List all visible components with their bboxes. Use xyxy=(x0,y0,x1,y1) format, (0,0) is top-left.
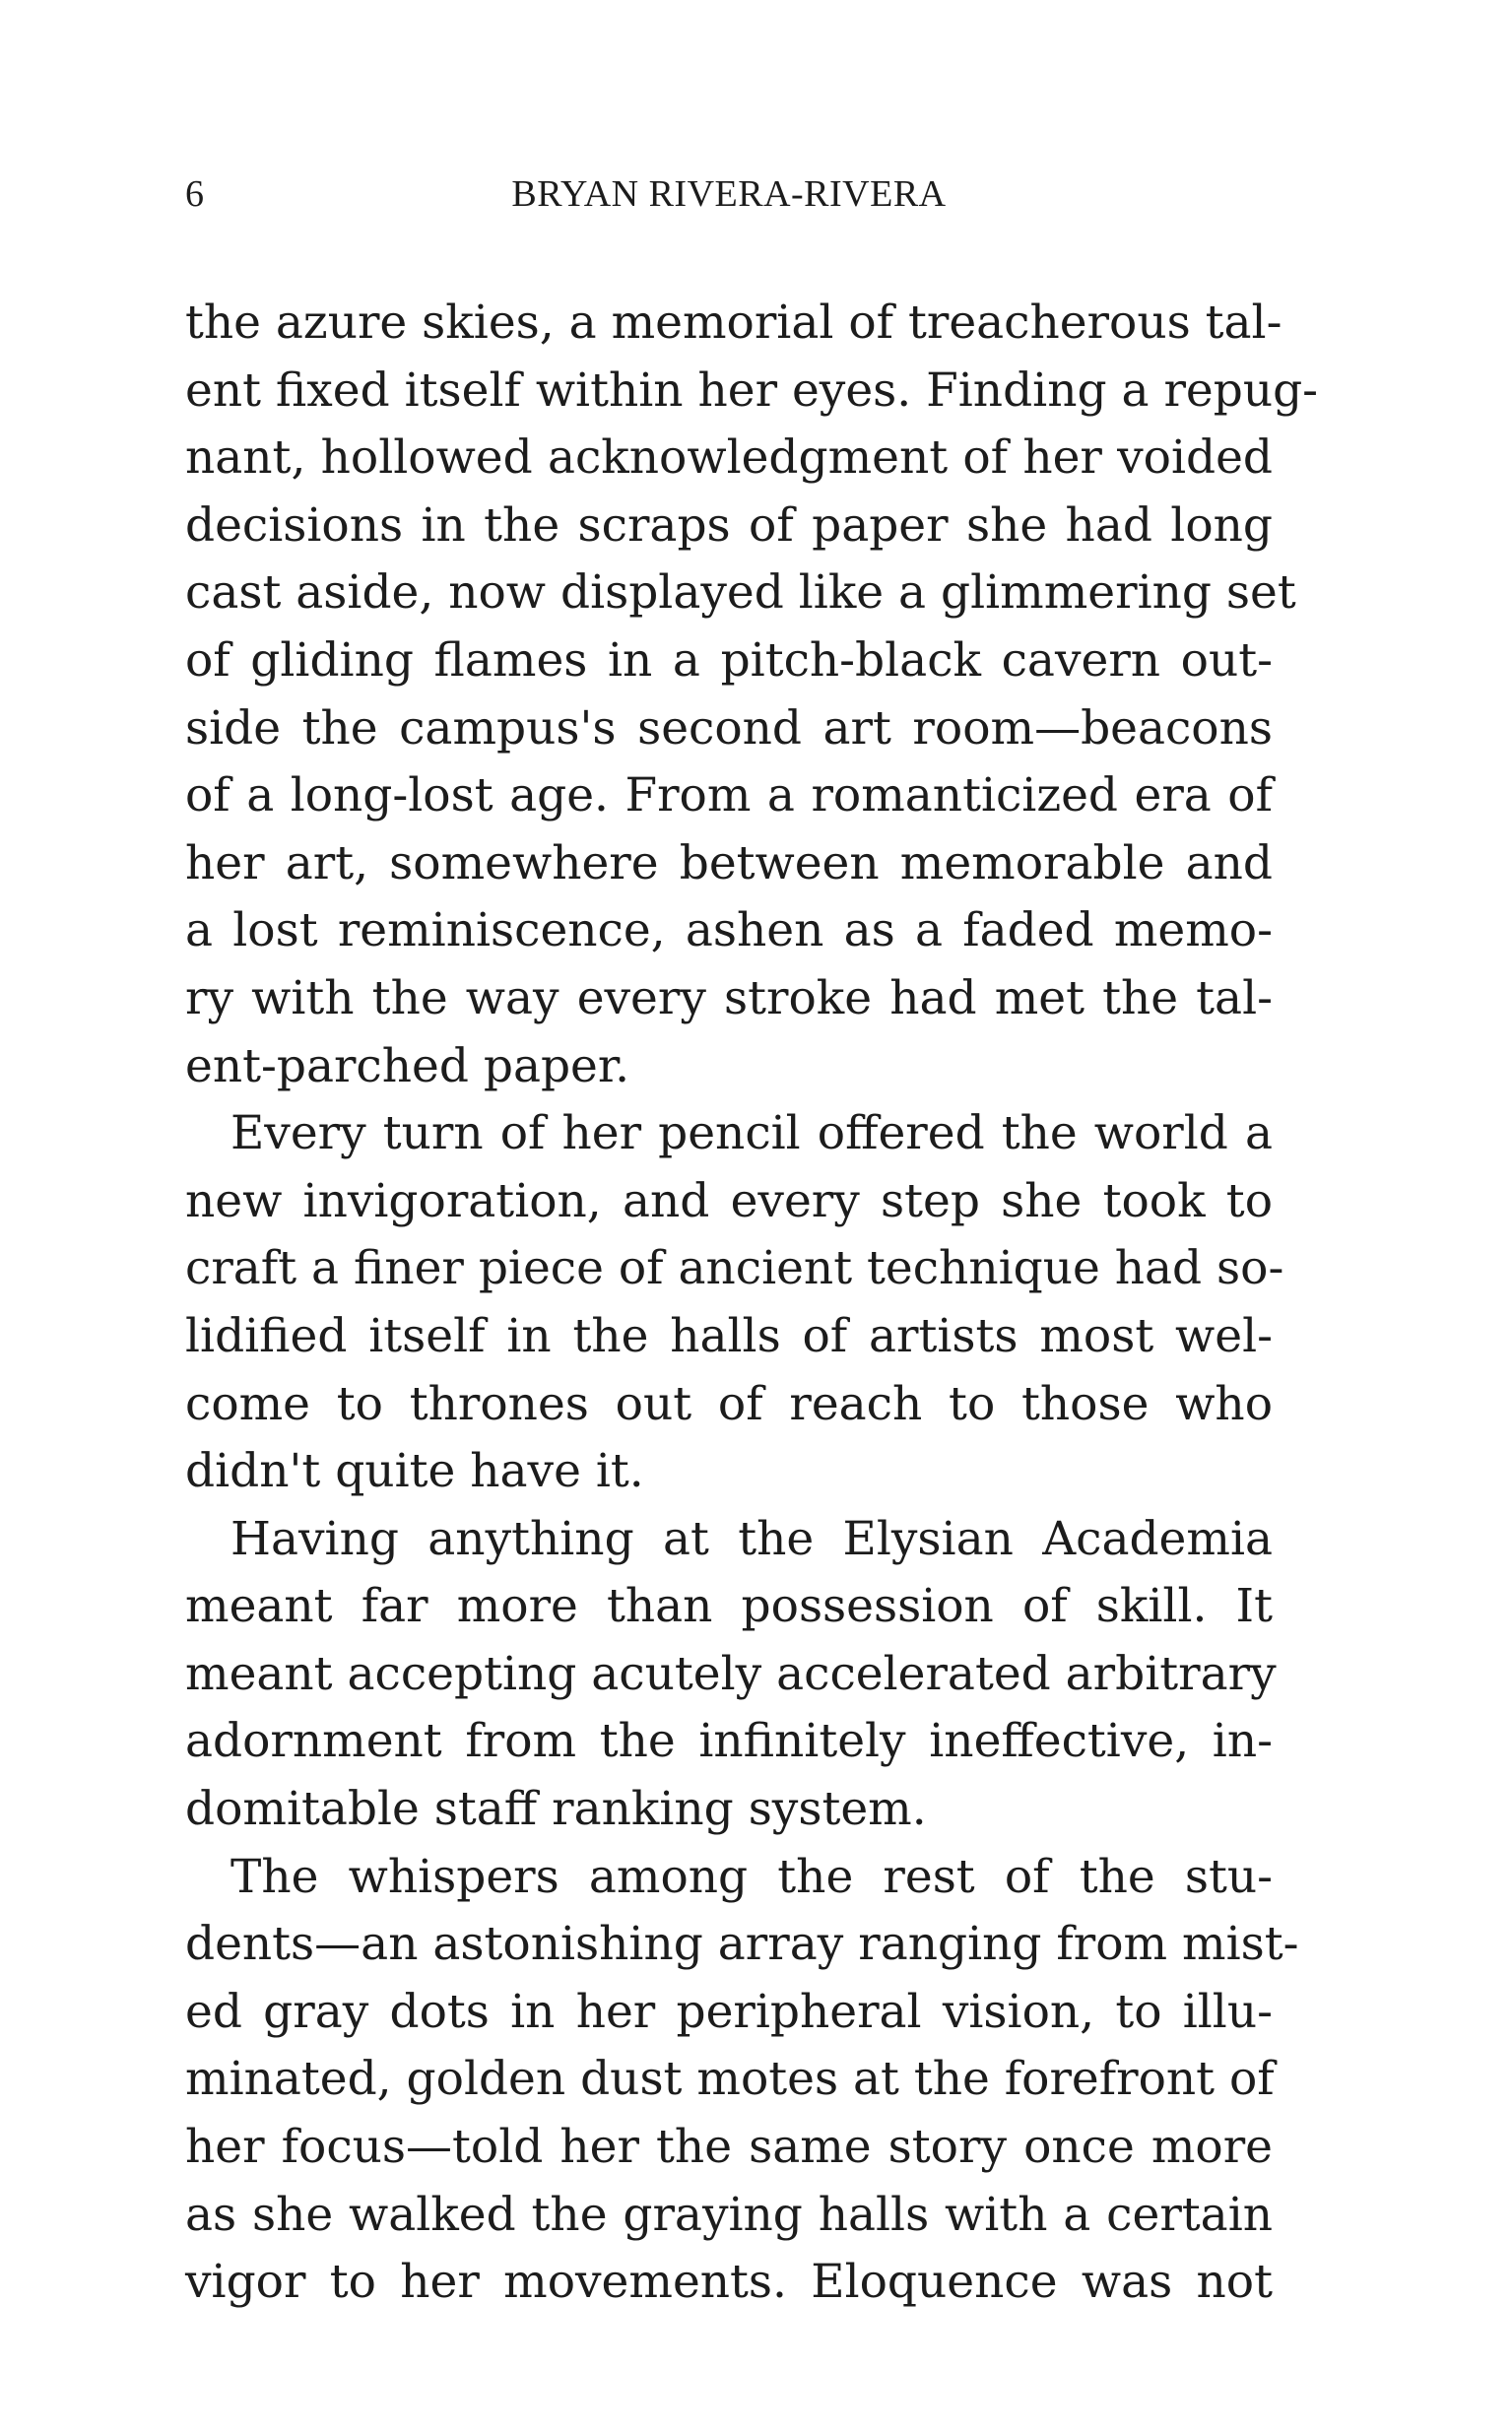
text-line: her focus—told her the same story once more xyxy=(185,2120,1273,2175)
text-line: of a long-lost age. From a romanticized era of xyxy=(185,768,1273,823)
text-line: meant accepting acutely accelerated arbitrary xyxy=(185,1646,1277,1701)
text-line: a lost reminiscence, ashen as a faded memo- xyxy=(185,903,1273,958)
text-line: dents—an astonishing array ranging from mist- xyxy=(185,1917,1299,1972)
paragraph-start-line: Every turn of her pencil offered the world a xyxy=(230,1106,1273,1161)
page-number: 6 xyxy=(185,173,204,215)
text-line: come to thrones out of reach to those who xyxy=(185,1376,1273,1431)
text-line: vigor to her movements. Eloquence was not xyxy=(185,2255,1273,2310)
paragraph-start-line: Having anything at the Elysian Academia xyxy=(230,1511,1273,1566)
paragraph-end-line: domitable staff ranking system. xyxy=(185,1782,927,1837)
text-line: adornment from the infinitely ineffective, in- xyxy=(185,1714,1273,1769)
text-line: side the campus's second art room—beacons xyxy=(185,700,1273,756)
text-line: decisions in the scraps of paper she had long xyxy=(185,497,1273,553)
text-line: craft a finer piece of ancient technique had so- xyxy=(185,1241,1284,1296)
paragraph-end-line: ent-parched paper. xyxy=(185,1038,630,1093)
text-line: the azure skies, a memorial of treacherous tal- xyxy=(185,296,1282,350)
paragraph-start-line: The whispers among the rest of the stu- xyxy=(230,1849,1273,1904)
text-line: ry with the way every stroke had met the tal- xyxy=(185,970,1273,1025)
text-line: as she walked the graying halls with a certain xyxy=(185,2187,1273,2242)
text-line: of gliding flames in a pitch-black cavern out- xyxy=(185,632,1273,688)
text-line: nant, hollowed acknowledgment of her voided xyxy=(185,430,1273,486)
text-line: minated, golden dust motes at the forefront of xyxy=(185,2052,1275,2107)
text-line: meant far more than possession of skill. It xyxy=(185,1579,1273,1634)
text-line: new invigoration, and every step she took to xyxy=(185,1173,1273,1228)
running-head xyxy=(185,169,1273,219)
text-line: her art, somewhere between memorable and xyxy=(185,835,1273,890)
body-text xyxy=(185,290,1319,2317)
text-line: cast aside, now displayed like a glimmering set xyxy=(185,565,1296,621)
running-title: BRYAN RIVERA-RIVERA xyxy=(511,173,947,215)
text-line: ed gray dots in her peripheral vision, to illu- xyxy=(185,1984,1273,2039)
text-line: ent fixed itself within her eyes. Finding a repug- xyxy=(185,362,1319,418)
text-line: lidified itself in the halls of artists most wel- xyxy=(185,1308,1273,1363)
paragraph-end-line: didn't quite have it. xyxy=(185,1444,644,1499)
